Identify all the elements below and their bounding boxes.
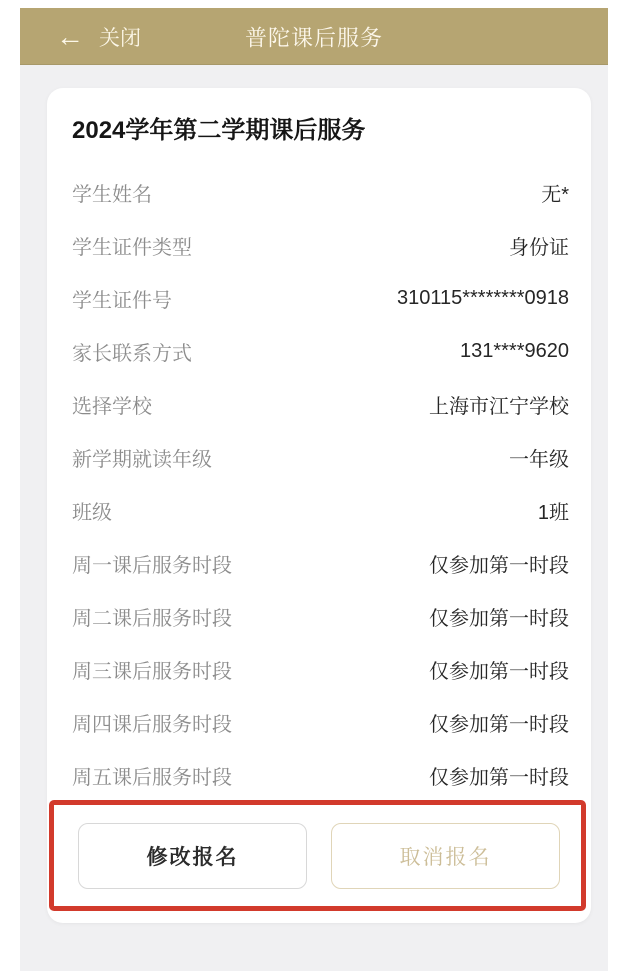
info-row [47, 537, 591, 590]
info-row-label: 选择学校 [72, 396, 152, 418]
info-row [47, 219, 591, 272]
info-row-label: 周五课后服务时段 [72, 767, 232, 789]
info-row-value: 无* [541, 184, 569, 206]
info-row-label: 周二课后服务时段 [72, 608, 232, 630]
info-row [47, 484, 591, 537]
app-screen [20, 8, 608, 971]
info-row-value: 仅参加第一时段 [429, 661, 569, 683]
info-row-value: 310115********0918 [396, 287, 569, 309]
info-row-value: 上海市江宁学校 [429, 396, 569, 418]
info-row-value: 仅参加第一时段 [429, 714, 569, 736]
info-row [47, 696, 591, 749]
info-row-label: 学生姓名 [72, 184, 152, 206]
app-header [20, 8, 608, 65]
red-annotation-box [49, 800, 586, 911]
info-row-value: 一年级 [509, 449, 569, 471]
info-row [47, 590, 591, 643]
info-row-label: 新学期就读年级 [72, 449, 212, 471]
registration-card [47, 88, 591, 923]
info-row [47, 378, 591, 431]
info-row-value: 131****9620 [460, 340, 569, 362]
info-row [47, 272, 591, 325]
info-row-label: 周四课后服务时段 [72, 714, 232, 736]
info-row-label: 周一课后服务时段 [72, 555, 232, 577]
info-row-label: 学生证件类型 [72, 237, 192, 259]
page-title: 普陀课后服务 [244, 25, 384, 50]
card-title: 2024学年第二学期课后服务 [72, 117, 366, 144]
info-row [47, 325, 591, 378]
info-row [47, 431, 591, 484]
info-row-value: 1班 [537, 502, 569, 524]
info-row-value: 身份证 [509, 237, 569, 259]
info-row [47, 166, 591, 219]
info-row-value: 仅参加第一时段 [429, 555, 569, 577]
info-row-value: 仅参加第一时段 [429, 767, 569, 789]
info-row-label: 学生证件号 [72, 290, 172, 312]
info-row-value: 仅参加第一时段 [429, 608, 569, 630]
info-row-label: 班级 [72, 502, 112, 524]
info-row-label: 周三课后服务时段 [72, 661, 232, 683]
info-row [47, 643, 591, 696]
close-button[interactable]: 关闭 [99, 26, 141, 50]
info-row-label: 家长联系方式 [72, 343, 192, 365]
back-arrow-icon[interactable]: ← [56, 20, 84, 52]
info-row [47, 749, 591, 802]
cancel-registration-button[interactable]: 取消报名 [331, 823, 560, 889]
modify-registration-button[interactable]: 修改报名 [78, 823, 307, 889]
info-list [47, 166, 591, 802]
